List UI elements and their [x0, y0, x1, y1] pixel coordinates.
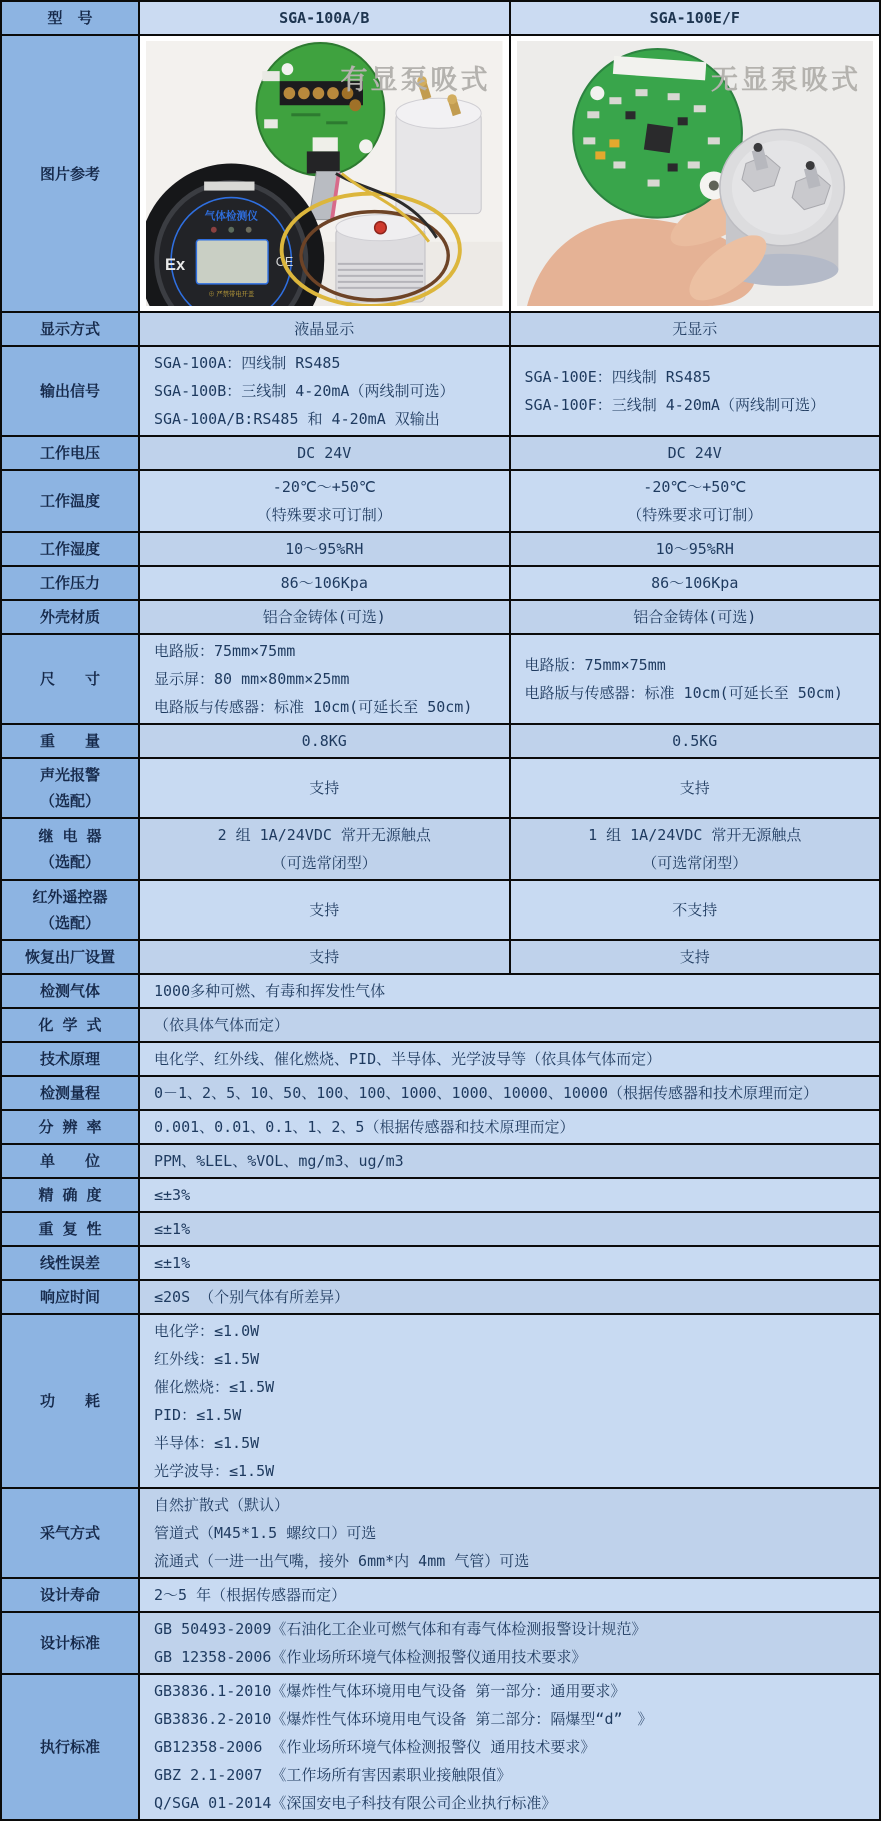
right-photo-watermark: 无显泵吸式 — [711, 65, 861, 95]
row-value-span: （依具体气体而定） — [140, 1009, 879, 1041]
spec-row — [2, 725, 879, 759]
spec-row — [2, 1145, 879, 1179]
spec-row — [2, 1281, 879, 1315]
row-label: 工作湿度 — [2, 533, 140, 565]
svg-text:气体检测仪: 气体检测仪 — [204, 210, 258, 223]
row-value-span: ≤20S （个别气体有所差异） — [140, 1281, 879, 1313]
row-label: 外壳材质 — [2, 601, 140, 633]
row-value-right-model: -20℃～+50℃ （特殊要求可订制） — [511, 471, 880, 531]
row-value-left-model: 支持 — [140, 881, 511, 939]
row-value-span: GB3836.1-2010《爆炸性气体环境用电气设备 第一部分：通用要求》 GB3836.2-2010《爆炸性气体环境用电气设备 第二部分：隔爆型“d” 》 GB12358-2006 《作业场所环境气体检测报警仪 通用技术要求》 GBZ 2.1-2007 《工作场所有害因素职业接触限值》 Q/SGA 01-2014《深国安电子科技有限公司企业执行标准》 — [140, 1675, 879, 1819]
model-header-label: 型 号 — [2, 2, 140, 34]
row-value-span: 0.001、0.01、0.1、1、2、5（根据传感器和技术原理而定） — [140, 1111, 879, 1143]
row-label: 化 学 式 — [2, 1009, 140, 1041]
row-value-left-model: 液晶显示 — [140, 313, 511, 345]
spec-row — [2, 437, 879, 471]
row-label: 工作压力 — [2, 567, 140, 599]
row-label: 恢复出厂设置 — [2, 941, 140, 973]
spec-row — [2, 941, 879, 975]
spec-rows-container — [2, 313, 879, 1819]
row-label: 工作电压 — [2, 437, 140, 469]
row-label: 分 辨 率 — [2, 1111, 140, 1143]
row-value-right-model: 1 组 1A/24VDC 常开无源触点 （可选常闭型） — [511, 819, 880, 879]
row-label: 检测气体 — [2, 975, 140, 1007]
row-label: 技术原理 — [2, 1043, 140, 1075]
row-value-left-model: SGA-100A：四线制 RS485 SGA-100B：三线制 4-20mA（两线制可选） SGA-100A/B:RS485 和 4-20mA 双输出 — [140, 347, 511, 435]
row-label: 精 确 度 — [2, 1179, 140, 1211]
row-value-right-model: 支持 — [511, 759, 880, 817]
spec-row — [2, 1613, 879, 1675]
row-label: 声光报警 （选配） — [2, 759, 140, 817]
row-label: 设计寿命 — [2, 1579, 140, 1611]
row-value-left-model: 支持 — [140, 941, 511, 973]
row-value-left-model: 86～106Kpa — [140, 567, 511, 599]
row-value-right-model: 0.5KG — [511, 725, 880, 757]
row-value-left-model: 支持 — [140, 759, 511, 817]
row-label: 重 量 — [2, 725, 140, 757]
model-name-sga100ab: SGA-100A/B — [140, 2, 511, 34]
svg-text:CE: CE — [275, 253, 294, 269]
row-value-right-model: SGA-100E：四线制 RS485 SGA-100F：三线制 4-20mA（两线制可选） — [511, 347, 880, 435]
diffusion-sensor-cylinder — [336, 215, 425, 302]
spec-row — [2, 1213, 879, 1247]
row-label: 执行标准 — [2, 1675, 140, 1819]
spec-row — [2, 1111, 879, 1145]
spec-row — [2, 819, 879, 881]
row-value-right-model: 铝合金铸体(可选) — [511, 601, 880, 633]
row-value-left-model: DC 24V — [140, 437, 511, 469]
row-label: 功 耗 — [2, 1315, 140, 1487]
svg-text:Ex: Ex — [164, 254, 186, 274]
spec-row — [2, 759, 879, 819]
row-value-left-model: 2 组 1A/24VDC 常开无源触点 （可选常闭型） — [140, 819, 511, 879]
row-label: 检测量程 — [2, 1077, 140, 1109]
row-label: 输出信号 — [2, 347, 140, 435]
row-value-span: PPM、%LEL、%VOL、mg/m3、ug/m3 — [140, 1145, 879, 1177]
spec-row — [2, 1009, 879, 1043]
spec-row — [2, 347, 879, 437]
row-value-span: ≤±1% — [140, 1247, 879, 1279]
row-value-left-model: 0.8KG — [140, 725, 511, 757]
spec-row — [2, 313, 879, 347]
header-row — [2, 2, 879, 36]
row-label: 采气方式 — [2, 1489, 140, 1577]
row-value-left-model: 10～95%RH — [140, 533, 511, 565]
spec-row — [2, 1043, 879, 1077]
row-value-right-model: 无显示 — [511, 313, 880, 345]
row-value-span: GB 50493-2009《石油化工企业可燃气体和有毒气体检测报警设计规范》 GB 12358-2006《作业场所环境气体检测报警仪通用技术要求》 — [140, 1613, 879, 1673]
row-value-span: ≤±1% — [140, 1213, 879, 1245]
row-value-right-model: 支持 — [511, 941, 880, 973]
product-photo-left — [140, 36, 511, 311]
spec-row — [2, 601, 879, 635]
spec-row — [2, 1077, 879, 1111]
row-value-span: ≤±3% — [140, 1179, 879, 1211]
row-value-right-model: 86～106Kpa — [511, 567, 880, 599]
spec-row — [2, 1675, 879, 1819]
photo-row — [2, 36, 879, 313]
row-label: 重 复 性 — [2, 1213, 140, 1245]
spec-row — [2, 1315, 879, 1489]
row-value-span: 2～5 年（根据传感器而定） — [140, 1579, 879, 1611]
row-value-right-model: 电路版：75mm×75mm 电路版与传感器：标准 10cm(可延长至 50cm) — [511, 635, 880, 723]
model-name-sga100ef: SGA-100E/F — [511, 2, 880, 34]
row-value-right-model: 不支持 — [511, 881, 880, 939]
row-value-span: 电化学、红外线、催化燃烧、PID、半导体、光学波导等（依具体气体而定） — [140, 1043, 879, 1075]
product-photo-right — [511, 36, 880, 311]
row-label: 继 电 器 （选配） — [2, 819, 140, 879]
row-label: 响应时间 — [2, 1281, 140, 1313]
row-value-span: 自然扩散式（默认） 管道式（M45*1.5 螺纹口）可选 流通式（一进一出气嘴，接外 6mm*内 4mm 气管）可选 — [140, 1489, 879, 1577]
spec-row — [2, 881, 879, 941]
spec-row — [2, 1179, 879, 1213]
row-label: 单 位 — [2, 1145, 140, 1177]
row-value-left-model: 铝合金铸体(可选) — [140, 601, 511, 633]
spec-row — [2, 635, 879, 725]
spec-row — [2, 1489, 879, 1579]
left-photo-watermark: 有显泵吸式 — [340, 65, 491, 95]
spec-row — [2, 1247, 879, 1281]
row-value-right-model: 10～95%RH — [511, 533, 880, 565]
row-value-span: 电化学：≤1.0W 红外线：≤1.5W 催化燃烧：≤1.5W PID：≤1.5W 半导体：≤1.5W 光学波导：≤1.5W — [140, 1315, 879, 1487]
svg-text:⊕ 严禁带电开盖: ⊕ 严禁带电开盖 — [208, 290, 255, 298]
row-label: 显示方式 — [2, 313, 140, 345]
spec-row — [2, 533, 879, 567]
photo-row-label: 图片参考 — [2, 36, 140, 311]
row-value-left-model: 电路版：75mm×75mm 显示屏：80 mm×80mm×25mm 电路版与传感器：标准 10cm(可延长至 50cm) — [140, 635, 511, 723]
row-label: 线性误差 — [2, 1247, 140, 1279]
row-label: 设计标准 — [2, 1613, 140, 1673]
row-value-span: 1000多种可燃、有毒和挥发性气体 — [140, 975, 879, 1007]
row-value-right-model: DC 24V — [511, 437, 880, 469]
spec-row — [2, 1579, 879, 1613]
row-label: 尺 寸 — [2, 635, 140, 723]
row-value-span: 0－1、2、5、10、50、100、100、1000、1000、10000、10000（根据传感器和技术原理而定） — [140, 1077, 879, 1109]
spec-row — [2, 471, 879, 533]
row-label: 工作温度 — [2, 471, 140, 531]
row-label: 红外遥控器 （选配） — [2, 881, 140, 939]
spec-row — [2, 975, 879, 1009]
spec-row — [2, 567, 879, 601]
row-value-left-model: -20℃～+50℃ （特殊要求可订制） — [140, 471, 511, 531]
